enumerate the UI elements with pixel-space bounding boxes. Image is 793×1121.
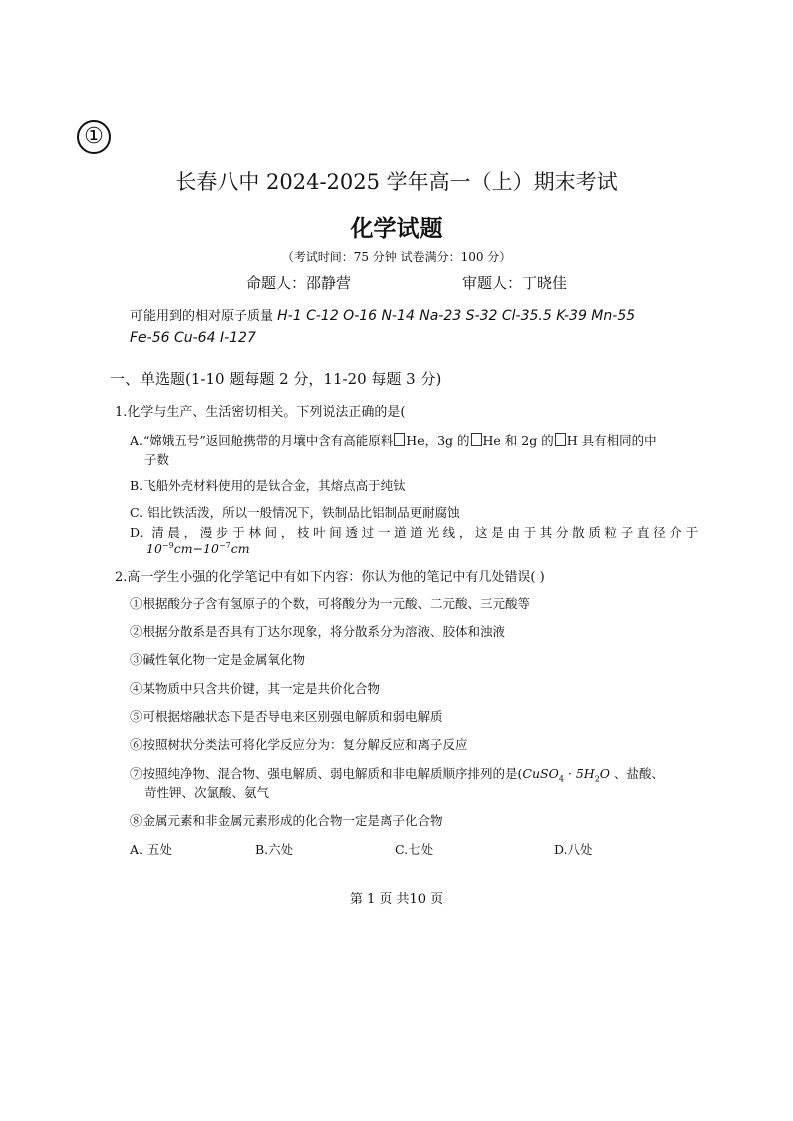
question-1-option-c: C. 铝比铁活泼，所以一般情况下，铁制品比铝制品更耐腐蚀 (130, 505, 460, 520)
question-1-option-b: B.飞船外壳材料使用的是钛合金，其熔点高于纯钛 (130, 478, 406, 493)
page-footer: 第 1 页 共10 页 (349, 892, 444, 907)
q1a-end: H 具有相同的中 (566, 433, 657, 448)
d-value-low: 10 (146, 541, 162, 557)
question-2-option-d: D.八处 (554, 842, 593, 857)
atomic-mass-values-2: Fe-56 Cu-64 I-127 (130, 330, 256, 346)
item7-text: ⑦按照纯净物、混合物、强电解质、弱电解质和非电解质顺序排列的是( (130, 766, 523, 781)
item7-sub-2: 2 (594, 774, 600, 784)
d-unit-1: cm (173, 541, 193, 557)
question-2-item-7-line-2: 苛性钾、次氯酸、氨气 (144, 785, 270, 800)
item7-tail: 、盐酸、 (610, 766, 665, 781)
exam-school-title: 长春八中 2024-2025 学年高一（上）期末考试 (175, 170, 618, 194)
d-unit-2: cm (230, 541, 250, 557)
question-1-option-a-line-1 (130, 431, 657, 449)
reviewer-label: 审题人：丁晓佳 (462, 274, 568, 292)
exam-subject-title: 化学试题 (350, 216, 443, 242)
missing-glyph-box-icon (471, 433, 482, 446)
question-2-item-8: ⑧金属元素和非金属元素形成的化合物一定是离子化合物 (130, 813, 443, 828)
missing-glyph-box-icon (555, 433, 566, 446)
question-2-option-a: A. 五处 (130, 842, 172, 857)
question-1-option-d-line-1: D. 清晨，漫步于林间，枝叶间透过一道道光线，这是由于其分散质粒子直径介于 (130, 525, 698, 540)
question-2-option-c: C.七处 (395, 842, 434, 857)
author-label: 命题人：邵静营 (246, 274, 352, 292)
question-1-stem: 1.化学与生产、生活密切相关。下列说法正确的是( (115, 405, 406, 420)
d-exponent-low: −9 (161, 541, 174, 550)
atomic-mass-values-1: H-1 C-12 O-16 N-14 Na-23 S-32 Cl-35.5 K-39 Mn-55 (277, 308, 636, 324)
question-2-item-7-line-1 (130, 764, 664, 784)
question-1-option-a-line-2: 子数 (144, 452, 170, 467)
question-2-stem: 2.高一学生小强的化学笔记中有如下内容：你认为他的笔记中有几处错误( ) (115, 570, 545, 585)
item7-formula-o: O (599, 766, 611, 781)
section-title: 一、单选题(1-10 题每题 2 分，11-20 每题 3 分) (110, 370, 442, 388)
question-2-item-4: ④某物质中只含共价键，其一定是共价化合物 (130, 681, 381, 696)
question-2-option-b: B.六处 (255, 842, 294, 857)
atomic-mass-label: 可能用到的相对原子质量 (130, 309, 274, 324)
question-2-item-1: ①根据酸分子含有氢原子的个数，可将酸分为一元酸、二元酸、三元酸等 (130, 596, 531, 611)
question-2-item-6: ⑥按照树状分类法可将化学反应分为：复分解反应和离子反应 (130, 737, 468, 752)
item7-dot: · 5 (563, 766, 584, 781)
d-value-high: 10 (203, 541, 219, 557)
question-2-item-2: ②根据分散系是否具有丁达尔现象，将分散系分为溶液、胶体和浊液 (130, 624, 506, 639)
q1a-start: A.“嫦娥五号”返回舱携带的月壤中含有高能原料 (130, 433, 394, 448)
q1a-mid1: He，3g 的 (406, 433, 470, 448)
missing-glyph-box-icon (394, 433, 405, 446)
question-2-item-5: ⑤可根据熔融状态下是否导电来区别强电解质和弱电解质 (130, 709, 443, 724)
q1a-mid2: He 和 2g 的 (482, 433, 554, 448)
question-2-item-3: ③碱性氧化物一定是金属氧化物 (130, 652, 306, 667)
question-1-option-d-line-2 (146, 541, 250, 556)
atomic-mass-line-1 (130, 305, 635, 324)
circled-number-badge: ① (77, 120, 111, 154)
item7-formula-h: H (583, 766, 595, 781)
d-dash: − (192, 541, 204, 557)
item7-formula-cuso: CuSO (522, 766, 559, 781)
d-exponent-high: −7 (218, 541, 231, 550)
item7-sub-4: 4 (558, 774, 564, 784)
exam-time-note: （考试时间：75 分钟 试卷满分：100 分） (281, 250, 512, 264)
